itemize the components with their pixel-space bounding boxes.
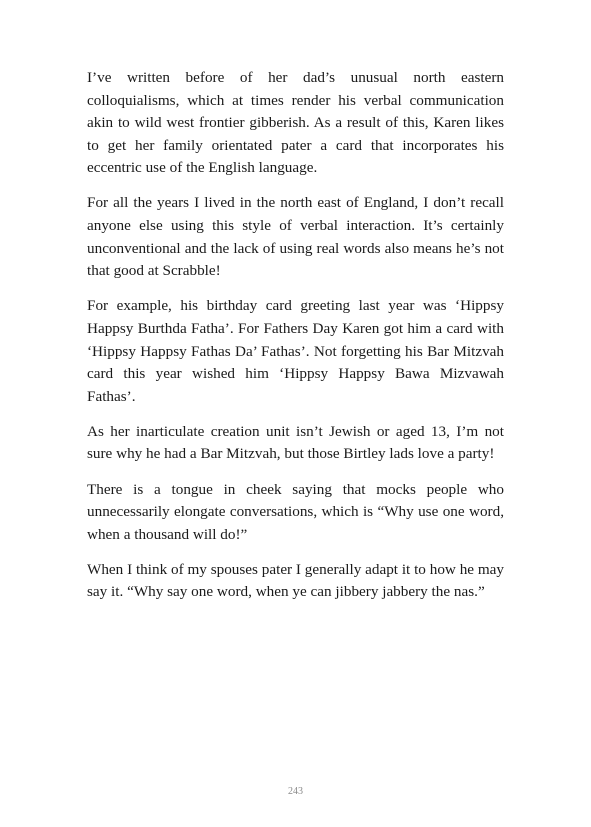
paragraph: For example, his birthday card greeting last year was ‘Hippsy Happsy Burthda Fatha’. For Fathers Day Karen got him a card with ‘Hippsy Happsy Fathas Da’ Fathas’. Not forgetting his Bar Mitzvah card this year wished him ‘Hippsy Happsy Bawa Mizvawah Fathas’. [87, 297, 504, 405]
paragraph: I’ve written before of her dad’s unusual north eastern colloquialisms, which at times render his verbal communication akin to wild west frontier gibberish. As a result of this, Karen likes to get her family orientated pater a card that incorporates his eccentric use of the English language. [87, 69, 504, 177]
body-text [87, 67, 504, 616]
paragraph: When I think of my spouses pater I generally adapt it to how he may say it. “Why say one word, when ye can jibbery jabbery the nas.” [87, 560, 504, 601]
page-number: 243 [288, 786, 303, 797]
paragraph: As her inarticulate creation unit isn’t Jewish or aged 13, I’m not sure why he had a Bar Mitzvah, but those Birtley lads love a party! [87, 422, 504, 463]
paragraph: For all the years I lived in the north east of England, I don’t recall anyone else using this style of verbal interaction. It’s certainly unconventional and the lack of using real words also means he’s not that good at Scrabble! [87, 194, 504, 280]
paragraph: There is a tongue in cheek saying that mocks people who unnecessarily elongate conversations, which is “Why use one word, when a thousand will do!” [87, 480, 504, 543]
